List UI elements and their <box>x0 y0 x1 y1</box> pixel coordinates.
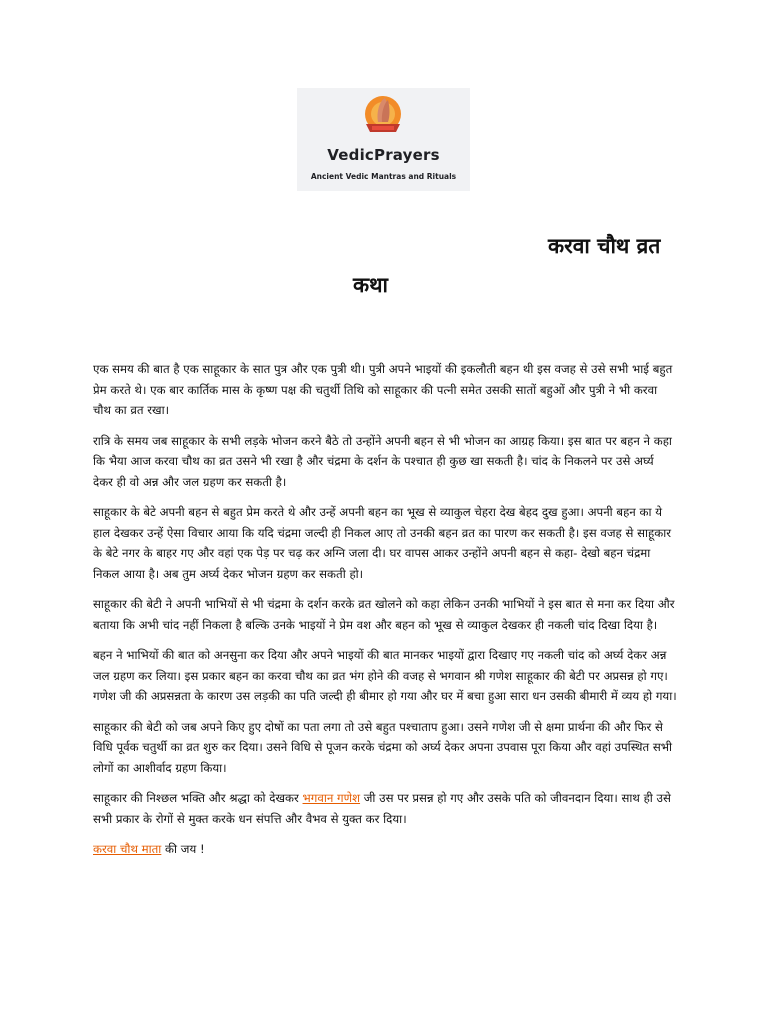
karwa-chauth-mata-link[interactable]: करवा चौथ माता <box>93 842 162 856</box>
paragraph-1: एक समय की बात है एक साहूकार के सात पुत्र और एक पुत्री थी। पुत्री अपने भाइयों की इकलौती बहन थी इस वजह से उसे सभी भाई बहुत प्रेम करते थे। एक बार कार्तिक मास के कृष्ण पक्ष की चतुर्थी तिथि को साहूकार की पत्नी समेत उसकी सातों बहुओं और पुत्री ने भी करवा चौथ का व्रत रखा। <box>93 362 673 417</box>
logo-tagline: Ancient Vedic Mantras and Rituals <box>310 172 457 181</box>
page-title-line-2: कथा <box>353 273 388 297</box>
vedicprayers-emblem-icon <box>358 94 408 138</box>
paragraph-7 <box>93 788 677 829</box>
paragraph-4: साहूकार की बेटी ने अपनी भाभियों से भी चंद्रमा के दर्शन करके व्रत खोलने को कहा लेकिन उनकी भाभियों ने इस बात से मना कर दिया और बताया कि अभी चांद नहीं निकला है बल्कि उनके भाइयों ने प्रेम वश और बहन को भूख से व्याकुल देखकर ही नकली चांद दिखा दिया है। <box>93 597 675 632</box>
article-body <box>93 359 677 870</box>
page-title-line-1: करवा चौथ व्रत <box>548 234 661 258</box>
paragraph-2: रात्रि के समय जब साहूकार के सभी लड़के भोजन करने बैठे तो उन्होंने अपनी बहन से भी भोजन का आग्रह किया। इस बात पर बहन ने कहा कि भैया आज करवा चौथ का व्रत उसने भी रखा है और चंद्रमा के दर्शन के पश्चात ही कुछ खा सकती है। चांद के निकलने पर उसे अर्घ्य देकर ही वो अन्न और जल ग्रहण कर सकती है। <box>93 433 672 489</box>
paragraph-3: साहूकार के बेटे अपनी बहन से बहुत प्रेम करते थे और उन्हें अपनी बहन का भूख से व्याकुल चेहरा देख बेहद दुख हुआ। अपनी बहन का ये हाल देखकर उन्हें ऐसा विचार आया कि यदि चंद्रमा जल्दी ही निकल आए तो उनकी बहन व्रत का पारण कर सकती है। इस वजह से साहूकार के बेटे नगर के बाहर गए और वहां एक पेड़ पर चढ़ कर अग्नि जला दी। घर वापस आकर उन्होंने अपनी बहन से कहा- देखो बहन चंद्रमा निकल आया है। अब तुम अर्घ्य देकर भोजन ग्रहण कर सकती हो। <box>93 505 672 581</box>
logo-name: VedicPrayers <box>327 146 440 164</box>
paragraph-7-after: जी उस पर प्रसन्न हो गए और उसके पति को जीवनदान दिया। साथ ही उसे सभी प्रकार के रोगों से मुक्त करके धन संपत्ति और वैभव से युक्त कर दिया। <box>93 791 671 826</box>
paragraph-7-before: साहूकार की निश्छल भक्ति और श्रद्धा को देखकर <box>93 791 303 805</box>
bhagwan-ganesh-link[interactable]: भगवान गणेश <box>302 791 361 805</box>
closing-line <box>93 839 677 860</box>
closing-text: की जय ! <box>161 842 205 856</box>
paragraph-5: बहन ने भाभियों की बात को अनसुना कर दिया और अपने भाइयों की बात मानकर भाइयों द्वारा दिखाए गए नकली चांद को अर्घ्य देकर अन्न जल ग्रहण कर लिया। इस प्रकार बहन का करवा चौथ का व्रत भंग होने की वजह से भगवान श्री गणेश साहूकार की बेटी पर अप्रसन्न हो गए। गणेश जी की अप्रसन्नता के कारण उस लड़की का पति जल्दी ही बीमार हो गया और घर में बचा हुआ सारा धन उसकी बीमारी में व्यय हो गया। <box>93 648 677 703</box>
site-logo[interactable] <box>297 88 470 191</box>
paragraph-6: साहूकार की बेटी को जब अपने किए हुए दोषों का पता लगा तो उसे बहुत पश्चाताप हुआ। उसने गणेश जी से क्षमा प्रार्थना की और फिर से विधि पूर्वक चतुर्थी का व्रत शुरु कर दिया। उसने विधि से पूजन करके चंद्रमा को अर्घ्य देकर अपना उपवास पूरा किया और वहां उपस्थित सभी लोगों का आशीर्वाद ग्रहण किया। <box>93 719 673 775</box>
